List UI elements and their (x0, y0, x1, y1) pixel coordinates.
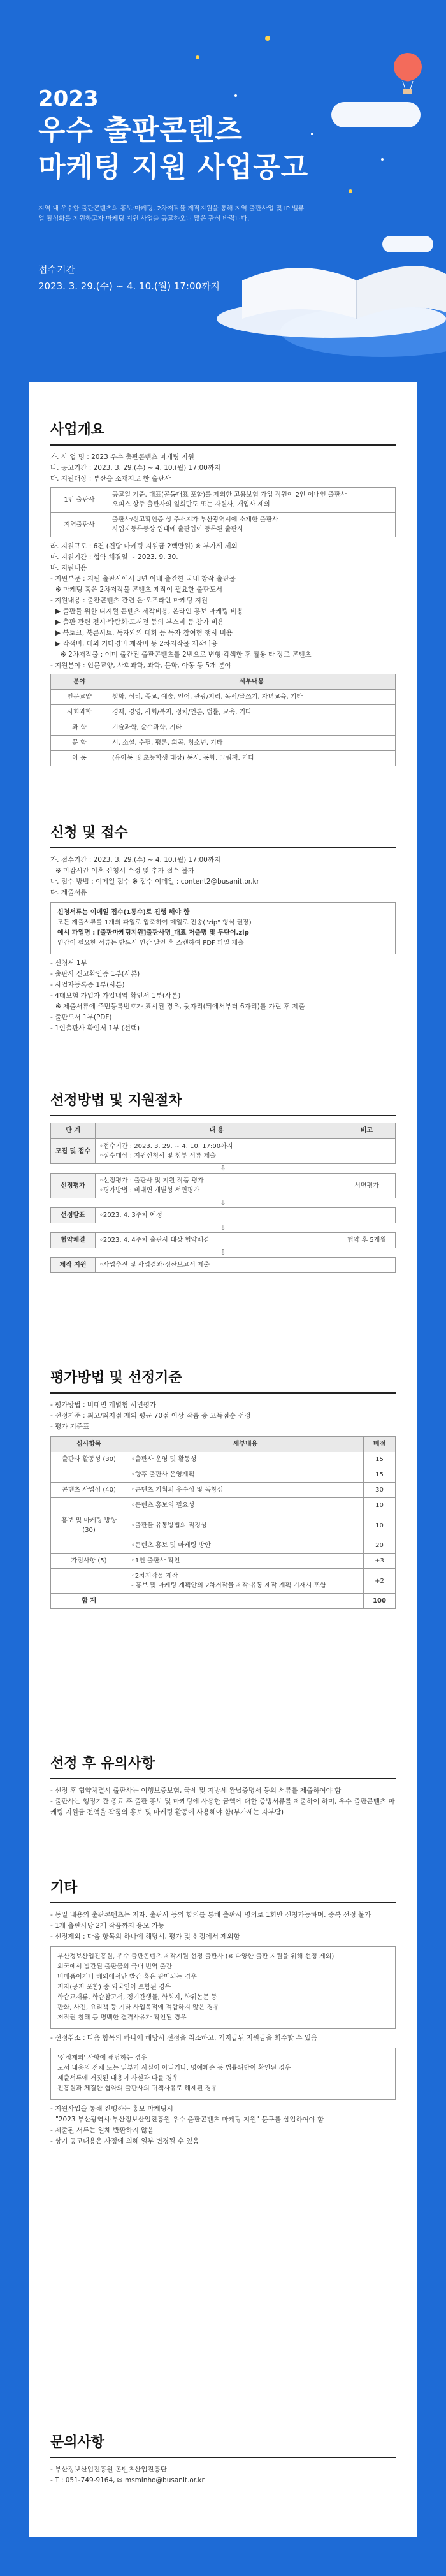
table-header: 세부내용 (127, 1437, 364, 1452)
table-cell: 홍보 및 마케팅 방향 (30) (51, 1513, 127, 1538)
contact-tel: - T : 051-749-9164, (50, 2477, 115, 2484)
table-header: 심사항목 (51, 1437, 127, 1452)
overview-line: ▶ 각색비, 대외 기타경비 제작비 등 2차저작물 제작비용 (55, 640, 218, 648)
overview-line: 다. 지원대상 : 부산을 소재지로 한 출판사 (50, 475, 171, 483)
table-cell: 30 (364, 1483, 396, 1498)
table-row (51, 1467, 396, 1483)
etc-section (50, 1877, 396, 2147)
eval-line: - 선정기준 : 최고/최저점 제외 평균 70점 이상 작품 중 고득점순 선정 (50, 1412, 251, 1420)
overview-line: 나. 공고기간 : 2023. 3. 29.(수) ~ 4. 10.(월) 17:00까지 (50, 464, 221, 472)
table-row (51, 1233, 396, 1248)
table-cell: ◦콘텐츠 홍보의 필요성 (127, 1498, 364, 1513)
table-cell: 경제, 경영, 사회/복지, 정치/언론, 법률, 교육, 기타 (108, 705, 396, 720)
hero-year: 2023 (38, 86, 99, 112)
table-cell: 제작 지원 (51, 1258, 96, 1273)
notice-line: 인감이 필요한 서류는 반드시 인감 날인 후 스캔하여 PDF 파일 제출 (57, 940, 244, 947)
down-arrow-icon: ⇩ (220, 1198, 226, 1207)
table-row (51, 1174, 396, 1198)
table-row (51, 705, 396, 720)
mail-icon: ✉ (117, 2477, 123, 2484)
apply-line: ※ 마감시간 이후 신청서 수정 및 추가 접수 불가 (55, 867, 195, 875)
table-cell: 협약 후 5개월 (338, 1233, 396, 1248)
down-arrow-icon: ⇩ (220, 1223, 226, 1232)
table-cell: 협약체결 (51, 1233, 96, 1248)
table-header: 비고 (338, 1123, 396, 1139)
hero-title-line1: 우수 출판콘텐츠 (38, 114, 243, 147)
overview-section (50, 419, 396, 766)
table-cell: 출판사 활동성 (30) (51, 1452, 127, 1467)
apply-line: 다. 제출서류 (50, 889, 87, 896)
table-cell: 15 (364, 1452, 396, 1467)
doc-item: - 신청서 1부 (50, 959, 87, 967)
table-cell: 철학, 심리, 종교, 예술, 언어, 관광/지리, 독서/글쓰기, 자녀교육, 기타 (108, 690, 396, 705)
doc-item: ※ 제출서류에 주민등록번호가 표시된 경우, 뒷자리(뒤에서부터 6자리)를 가린 후 제출 (55, 1003, 305, 1010)
overview-line: ▶ 출판 관련 전시·박람회·도서전 등의 부스비 등 참가 비용 (55, 618, 224, 626)
table-cell (51, 1569, 127, 1594)
table-row (51, 513, 396, 537)
table-header: 단 계 (51, 1123, 96, 1139)
table-cell: 15 (364, 1467, 396, 1483)
apply-line: 나. 접수 방법 : 이메일 접수 ※ 접수 이메일 : content2@busanit.or.kr (50, 878, 259, 885)
table-cell: 사회과학 (51, 705, 108, 720)
table-cell (108, 488, 396, 513)
table-cell: ◦출판물 유통방법의 적정성 (127, 1513, 364, 1538)
table-header-row (51, 1437, 396, 1452)
table-cell: ◦선정평가 : 출판사 및 지원 작품 평가 ◦평가방법 : 비대면 개별형 서면평가 (96, 1174, 338, 1198)
table-cell: 아 동 (51, 751, 108, 766)
apply-title: 신청 및 접수 (50, 822, 396, 848)
table-row (51, 751, 396, 766)
table-cell: 서면평가 (338, 1174, 396, 1198)
table-row (51, 1538, 396, 1554)
table-header-row (51, 674, 396, 690)
exclusion-item: 판화, 사진, 요리책 등 기타 사업목적에 적합하지 않은 경우 (57, 2004, 219, 2011)
table-cell: 지역출판사 (51, 513, 108, 537)
table-row (51, 1452, 396, 1467)
selection-title: 선정방법 및 지원절차 (50, 1090, 396, 1116)
down-arrow-icon: ⇩ (220, 1164, 226, 1172)
table-cell: +3 (364, 1554, 396, 1569)
table-cell: 시, 소설, 수필, 평론, 희곡, 청소년, 기타 (108, 736, 396, 751)
procedure-step (50, 1139, 396, 1164)
content-card (29, 382, 417, 2537)
cell-line: 출판사/신고확인증 상 주소지가 부산광역시에 소재한 출판사 (112, 516, 278, 523)
cloud-shape (331, 102, 421, 127)
table-cell (338, 1139, 396, 1164)
etc-line: - 상기 공고내용은 사정에 의해 일부 변경될 수 있음 (50, 2137, 199, 2145)
doc-item: - 출판사 신고확인증 1부(사본) (50, 970, 140, 978)
etc-line: - 동일 내용의 출판콘텐츠는 저자, 출판사 등의 합의를 통해 출판사 명의로 1회만 신청가능하며, 중복 선정 불가 (50, 1911, 371, 1919)
apply-section (50, 822, 396, 1034)
down-arrow-icon: ⇩ (220, 1248, 226, 1256)
table-cell: 선정발표 (51, 1208, 96, 1223)
table-cell: 기술과학, 순수과학, 기타 (108, 720, 396, 736)
cell-line: 오피스 상주 출판사의 일회만도 또는 자원사, 개업사 제외 (112, 501, 270, 508)
table-row (51, 1569, 396, 1594)
table-row (51, 720, 396, 736)
exclusion-item: 부산정보산업진흥원, 우수 출판콘텐츠 제작지원 선정 출판사 (※ 다양한 출판 지원을 위해 선정 제외) (57, 1953, 334, 1960)
overview-line: ▶ 북토크, 북콘서트, 독자와의 대화 등 독자 참여형 행사 비용 (55, 629, 233, 637)
cancellation-box (50, 2048, 396, 2100)
etc-title: 기타 (50, 1877, 396, 1903)
table-cell: ◦접수기간 : 2023. 3. 29. ~ 4. 10. 17:00까지 ◦접수대상 : 지원신청서 및 첨부 서류 제출 (96, 1139, 338, 1164)
table-cell: 모집 및 접수 (51, 1139, 96, 1164)
overview-line: - 지원부문 : 지원 출판사에서 3년 이내 출간한 국내 창작 출판물 (50, 575, 236, 583)
table-cell: 과 학 (51, 720, 108, 736)
apply-line: 가. 접수기간 : 2023. 3. 29.(수) ~ 4. 10.(월) 17:00까지 (50, 856, 221, 864)
table-cell: ◦1인 출판사 확인 (127, 1554, 364, 1569)
hero-description: 지역 내 우수한 출판콘텐츠의 홍보·마케팅, 2차저작물 제작지원을 통해 지역 출판사업 및 IP 밸류업 활성화를 지원하고자 마케팅 지원 사업을 공고하오니 많은 관심 바랍니다. (38, 205, 305, 222)
period-label: 접수기간 (38, 264, 75, 275)
cancellation-item: 진흥원과 체결한 협약의 출판사의 귀책사유로 해제된 경우 (57, 2085, 217, 2092)
overview-line: ※ 2차저작물 : 이미 출간된 출판콘텐츠를 2번으로 변형·각색한 후 활용 타 장르 콘텐츠 (61, 651, 312, 659)
notice-line: 신청서류는 이메일 접수(1통수)로 진행 해야 함 (57, 909, 190, 916)
overview-line: 바. 지원내용 (50, 564, 87, 572)
table-cell: ◦2차저작물 제작 - 홍보 및 마케팅 계획안의 2차저작물 제작·유통 제작 계획 기재시 포함 (127, 1569, 364, 1594)
hero-illustration (0, 0, 446, 382)
table-cell: ◦향후 출판사 운영계획 (127, 1467, 364, 1483)
eval-line: - 평가 기준표 (50, 1423, 90, 1430)
table-row (51, 1483, 396, 1498)
etc-line: - 선정제외 : 다음 항목의 하나에 해당시, 평가 및 선정에서 제외함 (50, 1933, 240, 1940)
exclusion-item: 외국에서 발간된 출판물의 국내 번역 출간 (57, 1963, 173, 1970)
table-row (51, 1208, 396, 1223)
overview-line: ※ 마케팅 혹은 2차저작물 콘텐츠 제작이 필요한 출판도서 (55, 586, 222, 593)
eval-title: 평가방법 및 선정기준 (50, 1367, 396, 1394)
contact-email[interactable]: msminho@busanit.or.kr (124, 2477, 205, 2484)
exclusion-item: 학습교재류, 학습참고서, 정기간행물, 학회지, 학위논문 등 (57, 1994, 217, 2001)
doc-item: - 1인출판사 확인서 1부 (선택) (50, 1024, 140, 1032)
etc-line: - 제출된 서류는 일체 반환하지 않음 (50, 2127, 154, 2134)
table-cell: +2 (364, 1569, 396, 1594)
table-cell (51, 1498, 127, 1513)
notice-line: 예시 파일명 : [출판마케팅지원]출판사명_대표 저출명 및 두단어.zip (57, 929, 249, 936)
table-cell (127, 1594, 364, 1609)
table-header: 세부내용 (108, 674, 396, 690)
overview-line: 라. 지원규모 : 6건 (건당 마케팅 지원금 2백만원) ※ 부가세 제외 (50, 542, 238, 550)
table-row (51, 690, 396, 705)
table-cell (338, 1258, 396, 1273)
cancellation-item: 제출서류에 거짓된 내용이 사실과 다를 경우 (57, 2075, 178, 2082)
overview-line: ▶ 출판물 위한 디지털 콘텐츠 제작비용, 온라인 홍보 마케팅 비용 (55, 608, 244, 615)
overview-line: - 지원분야 : 인문교양, 사회과학, 과학, 문학, 아동 등 5개 분야 (50, 662, 231, 669)
overview-line: 가. 사 업 명 : 2023 우수 출판콘텐츠 마케팅 지원 (50, 453, 194, 461)
table-cell: ◦2023. 4. 4주차 출판사 대상 협약체결 (96, 1233, 338, 1248)
table-cell: 20 (364, 1538, 396, 1554)
table-cell: 10 (364, 1498, 396, 1513)
table-header-row (51, 1123, 396, 1139)
exclusion-item: 저작권 침해 등 명백한 결격사유가 확인된 경우 (57, 2014, 187, 2021)
table-row (51, 1258, 396, 1273)
contact-org: - 부산정보산업진흥원 콘텐츠산업진흥단 (50, 2466, 167, 2473)
cell-line: 공고일 기준, 대표(공동대표 포함)를 제외한 고용보험 가입 직원이 2인 이내인 출판사 (112, 491, 347, 498)
table-cell: 콘텐츠 사업성 (40) (51, 1483, 127, 1498)
etc-line: "2023 부산광역시·부산정보산업진흥원 우수 출판콘텐츠 마케팅 지원" 문구를 삽입하여야 함 (55, 2116, 324, 2123)
procedure-step (50, 1173, 396, 1198)
doc-item: - 사업자등록증 1부(사본) (50, 981, 125, 989)
procedure-step (50, 1207, 396, 1223)
notice-title: 선정 후 유의사항 (50, 1753, 396, 1779)
table-header: 내 용 (96, 1123, 338, 1139)
evaluation-table (50, 1436, 396, 1609)
table-header: 분야 (51, 674, 108, 690)
exclusion-box (50, 1946, 396, 2029)
table-cell: 10 (364, 1513, 396, 1538)
overview-line: - 지원내용 : 출판콘텐츠 관련 온·오프라인 마케팅 지원 (50, 597, 208, 604)
table-cell: 100 (364, 1594, 396, 1609)
notice-line: 모든 제출서류를 1개의 파일로 압축하여 메일로 전송("zip" 형식 권장) (57, 919, 252, 926)
table-cell: ◦2023. 4. 3주차 예정 (96, 1208, 338, 1223)
table-cell: 가점사항 (5) (51, 1554, 127, 1569)
table-cell (108, 513, 396, 537)
eval-section (50, 1367, 396, 1609)
notice-line: - 선정 후 협약체결시 출판사는 이행보증보험, 국세 및 지방세 완납증명서 등의 서류를 제출하여야 함 (50, 1787, 342, 1794)
cell-line: 사업자등록증상 업태에 출판업이 등록된 출판사 (112, 526, 243, 533)
procedure-step (50, 1232, 396, 1248)
table-cell (51, 1538, 127, 1554)
procedure-table (50, 1123, 396, 1139)
table-cell: ◦출판사 운영 및 활동성 (127, 1452, 364, 1467)
table-row (51, 488, 396, 513)
table-header: 배점 (364, 1437, 396, 1452)
contact-title: 문의사항 (50, 2432, 396, 2458)
table-cell: 1인 출판사 (51, 488, 108, 513)
field-table (50, 674, 396, 766)
exclusion-item: 비매품이거나 해외에서만 발간 혹은 판매되는 경우 (57, 1974, 197, 1981)
submission-notice-box (50, 902, 396, 954)
procedure-steps (50, 1139, 396, 1273)
notice-section (50, 1753, 396, 1818)
table-cell: 인문교양 (51, 690, 108, 705)
doc-item: - 출판도서 1부(PDF) (50, 1014, 112, 1021)
period-value: 2023. 3. 29.(수) ~ 4. 10.(월) 17:00까지 (38, 280, 220, 292)
etc-line: - 선정취소 : 다음 항목의 하나에 해당시 선정을 취소하고, 기지급된 지원금을 회수할 수 있음 (50, 2034, 318, 2042)
table-cell: ◦콘텐츠 홍보 및 마케팅 방안 (127, 1538, 364, 1554)
table-row (51, 1554, 396, 1569)
contact-section (50, 2432, 396, 2486)
table-cell: (유아동 및 초등학생 대상) 동시, 동화, 그림책, 기타 (108, 751, 396, 766)
table-cell: 문 학 (51, 736, 108, 751)
table-cell (338, 1208, 396, 1223)
overview-title: 사업개요 (50, 419, 396, 446)
table-row (51, 736, 396, 751)
target-table (50, 487, 396, 537)
table-cell: ◦콘텐츠 기획의 우수성 및 독창성 (127, 1483, 364, 1498)
table-cell: ◦사업추진 및 사업결과·정산보고서 제출 (96, 1258, 338, 1273)
table-row (51, 1513, 396, 1538)
table-row (51, 1498, 396, 1513)
table-row (51, 1139, 396, 1164)
selection-section (50, 1090, 396, 1273)
cancellation-item: 도서 내용의 전체 또는 일부가 사실이 아니거나, 명예훼손 등 법률위반이 확인된 경우 (57, 2065, 291, 2072)
overview-line: 마. 지원기간 : 협약 체결일 ~ 2023. 9. 30. (50, 553, 178, 561)
etc-line: - 1개 출판사당 2개 작품까지 응모 가능 (50, 1922, 165, 1930)
eval-line: - 평가방법 : 비대면 개별형 서면평가 (50, 1401, 157, 1409)
notice-line: - 출판사는 행정기간 종료 후 출판 홍보 및 마케팅에 사용한 금액에 대한 증빙서류를 제출하여 하며, 우수 출판콘텐츠 마케팅 지원금 전액을 작품의 홍보 및 마케팅 활동에 사용해야 함(부가세는 자부담) (50, 1798, 395, 1816)
exclusion-item: 저자(공저 포함) 중 외국인이 포함된 경우 (57, 1984, 171, 1991)
etc-line: - 지원사업을 통해 진행하는 홍보 마케팅시 (50, 2105, 173, 2113)
table-row (51, 1594, 396, 1609)
table-cell (51, 1467, 127, 1483)
table-cell: 합 계 (51, 1594, 127, 1609)
hero-title-line2: 마케팅 지원 사업공고 (38, 151, 309, 184)
cloud-shape (382, 236, 433, 252)
cancellation-item: '선정제외' 사항에 해당하는 경우 (57, 2055, 147, 2062)
hero-banner (0, 0, 446, 382)
contact-line (50, 2475, 396, 2486)
table-cell: 선정평가 (51, 1174, 96, 1198)
procedure-step (50, 1257, 396, 1273)
doc-item: - 4대보험 가입자 가입내역 확인서 1부(사본) (50, 992, 181, 1000)
